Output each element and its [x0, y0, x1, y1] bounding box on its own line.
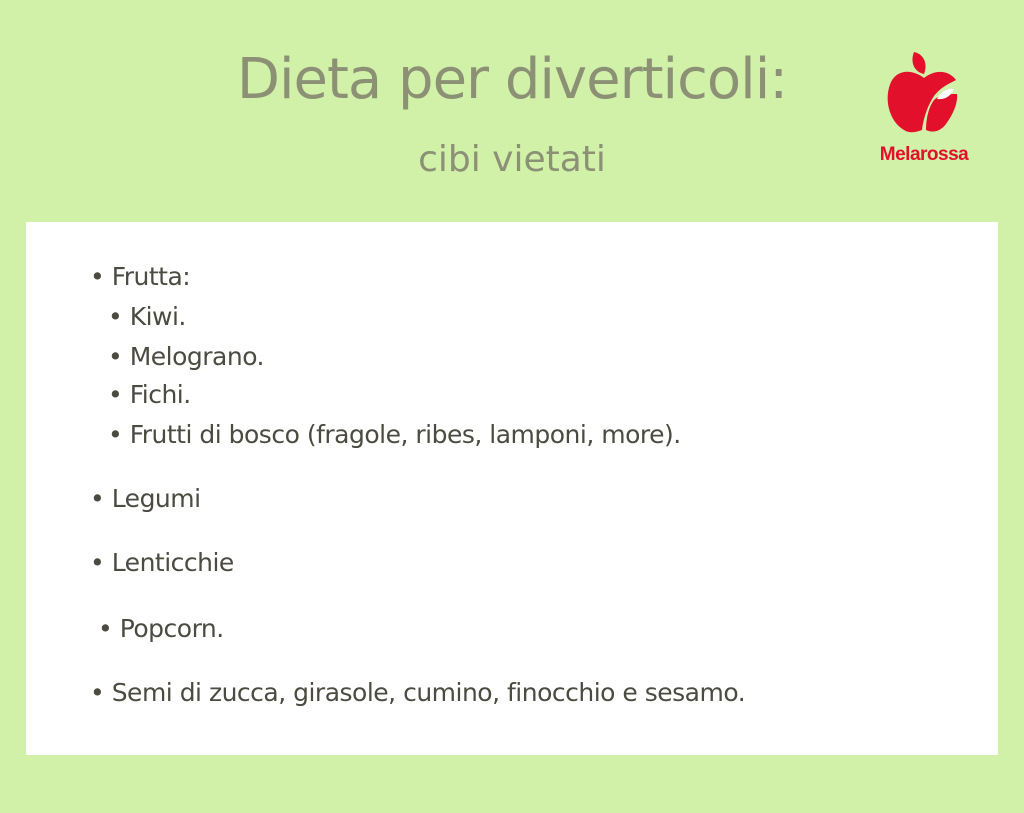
- list-item: • Legumi: [90, 484, 201, 513]
- list-item: • Popcorn.: [98, 614, 224, 643]
- brand-name: Melarossa: [879, 144, 969, 165]
- list-item: • Frutta:: [90, 262, 191, 291]
- melarossa-logo: [866, 50, 982, 174]
- red-apple-icon: [884, 50, 964, 140]
- list-item: • Kiwi.: [108, 302, 186, 331]
- list-item: • Fichi.: [108, 380, 191, 409]
- page-subtitle: cibi vietati: [418, 139, 606, 180]
- list-item: • Melograno.: [108, 342, 264, 371]
- list-item: • Frutti di bosco (fragole, ribes, lamponi, more).: [108, 420, 681, 449]
- list-item: • Semi di zucca, girasole, cumino, finocchio e sesamo.: [90, 678, 746, 707]
- header: [0, 0, 1024, 222]
- content-panel: [26, 222, 998, 755]
- list-item: • Lenticchie: [90, 548, 234, 577]
- page-title: Dieta per diverticoli:: [236, 47, 788, 112]
